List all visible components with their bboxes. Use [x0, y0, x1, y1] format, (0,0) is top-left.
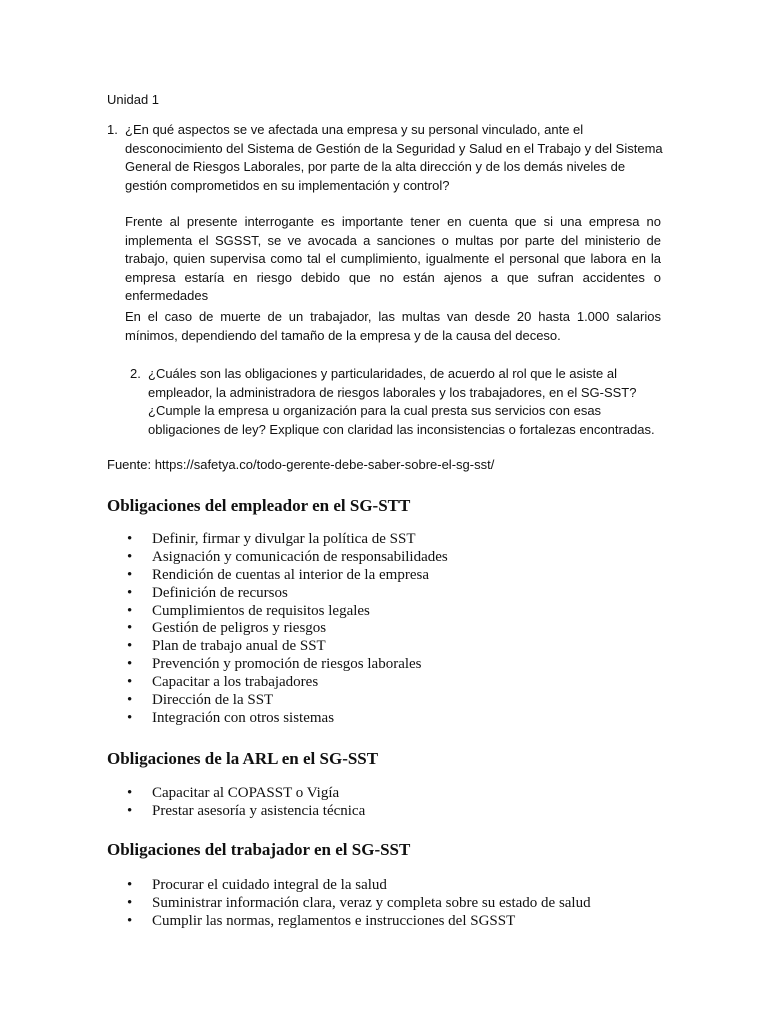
- list-item: • Asignación y comunicación de responsabilidades: [125, 549, 448, 567]
- list-item: • Rendición de cuentas al interior de la empresa: [125, 567, 448, 585]
- question-1-text: ¿En qué aspectos se ve afectada una empresa y su personal vinculado, ante el desconocimiento del Sistema de Gestión de la Seguridad y Salud en el Trabajo y del Sistema General de Riesgos Laborales, por parte de la alta dirección y de los demás niveles de gestión comprometidos en su implementación y control?: [125, 122, 663, 193]
- arl-heading: Obligaciones de la ARL en el SG-SST: [107, 749, 379, 768]
- answer-1-paragraph-2: En el caso de muerte de un trabajador, las multas van desde 20 hasta 1.000 salarios mínimos, dependiendo del tamaño de la empresa y de la causa del deceso.: [125, 309, 661, 343]
- question-2-number: 2.: [130, 366, 141, 381]
- list-item: • Capacitar al COPASST o Vigía: [125, 785, 365, 803]
- list-item: • Dirección de la SST: [125, 692, 448, 710]
- employer-obligations-list: [125, 531, 448, 728]
- question-1: [107, 121, 663, 195]
- list-item: • Cumplimientos de requisitos legales: [125, 603, 448, 621]
- source-link[interactable]: Fuente: https://safetya.co/todo-gerente-debe-saber-sobre-el-sg-sst/: [107, 457, 495, 472]
- list-item: • Integración con otros sistemas: [125, 710, 448, 728]
- employer-heading: Obligaciones del empleador en el SG-STT: [107, 496, 411, 515]
- worker-obligations-list: [125, 877, 591, 931]
- question-2-text: ¿Cuáles son las obligaciones y particularidades, de acuerdo al rol que le asiste al empleador, la administradora de riesgos laborales y los trabajadores, en el SG-SST? ¿Cumple la empresa u organización para la cual presta sus servicios con esas obligaciones de ley? Explique con claridad las inconsistencias o fortalezas encontradas.: [148, 366, 655, 437]
- question-2: [130, 365, 663, 439]
- list-item: • Suministrar información clara, veraz y completa sobre su estado de salud: [125, 895, 591, 913]
- arl-obligations-list: [125, 785, 365, 821]
- list-item: • Plan de trabajo anual de SST: [125, 638, 448, 656]
- list-item: • Gestión de peligros y riesgos: [125, 620, 448, 638]
- list-item: • Capacitar a los trabajadores: [125, 674, 448, 692]
- answer-1-paragraph-1: Frente al presente interrogante es importante tener en cuenta que si una empresa no implementa el SGSST, se ve avocada a sanciones o multas por parte del ministerio de trabajo, quien supervisa como tal el cumplimiento, igualmente el personal que labora en la empresa estaría en riesgo debido que no están ajenos a que sufran accidentes o enfermedades: [125, 214, 661, 303]
- question-1-number: 1.: [107, 122, 118, 137]
- list-item: • Cumplir las normas, reglamentos e instrucciones del SGSST: [125, 913, 591, 931]
- list-item: • Procurar el cuidado integral de la salud: [125, 877, 591, 895]
- list-item: • Definición de recursos: [125, 585, 448, 603]
- list-item: • Prestar asesoría y asistencia técnica: [125, 803, 365, 821]
- worker-heading: Obligaciones del trabajador en el SG-SST: [107, 840, 411, 859]
- unit-title: Unidad 1: [107, 92, 160, 107]
- list-item: • Definir, firmar y divulgar la política de SST: [125, 531, 448, 549]
- list-item: • Prevención y promoción de riesgos laborales: [125, 656, 448, 674]
